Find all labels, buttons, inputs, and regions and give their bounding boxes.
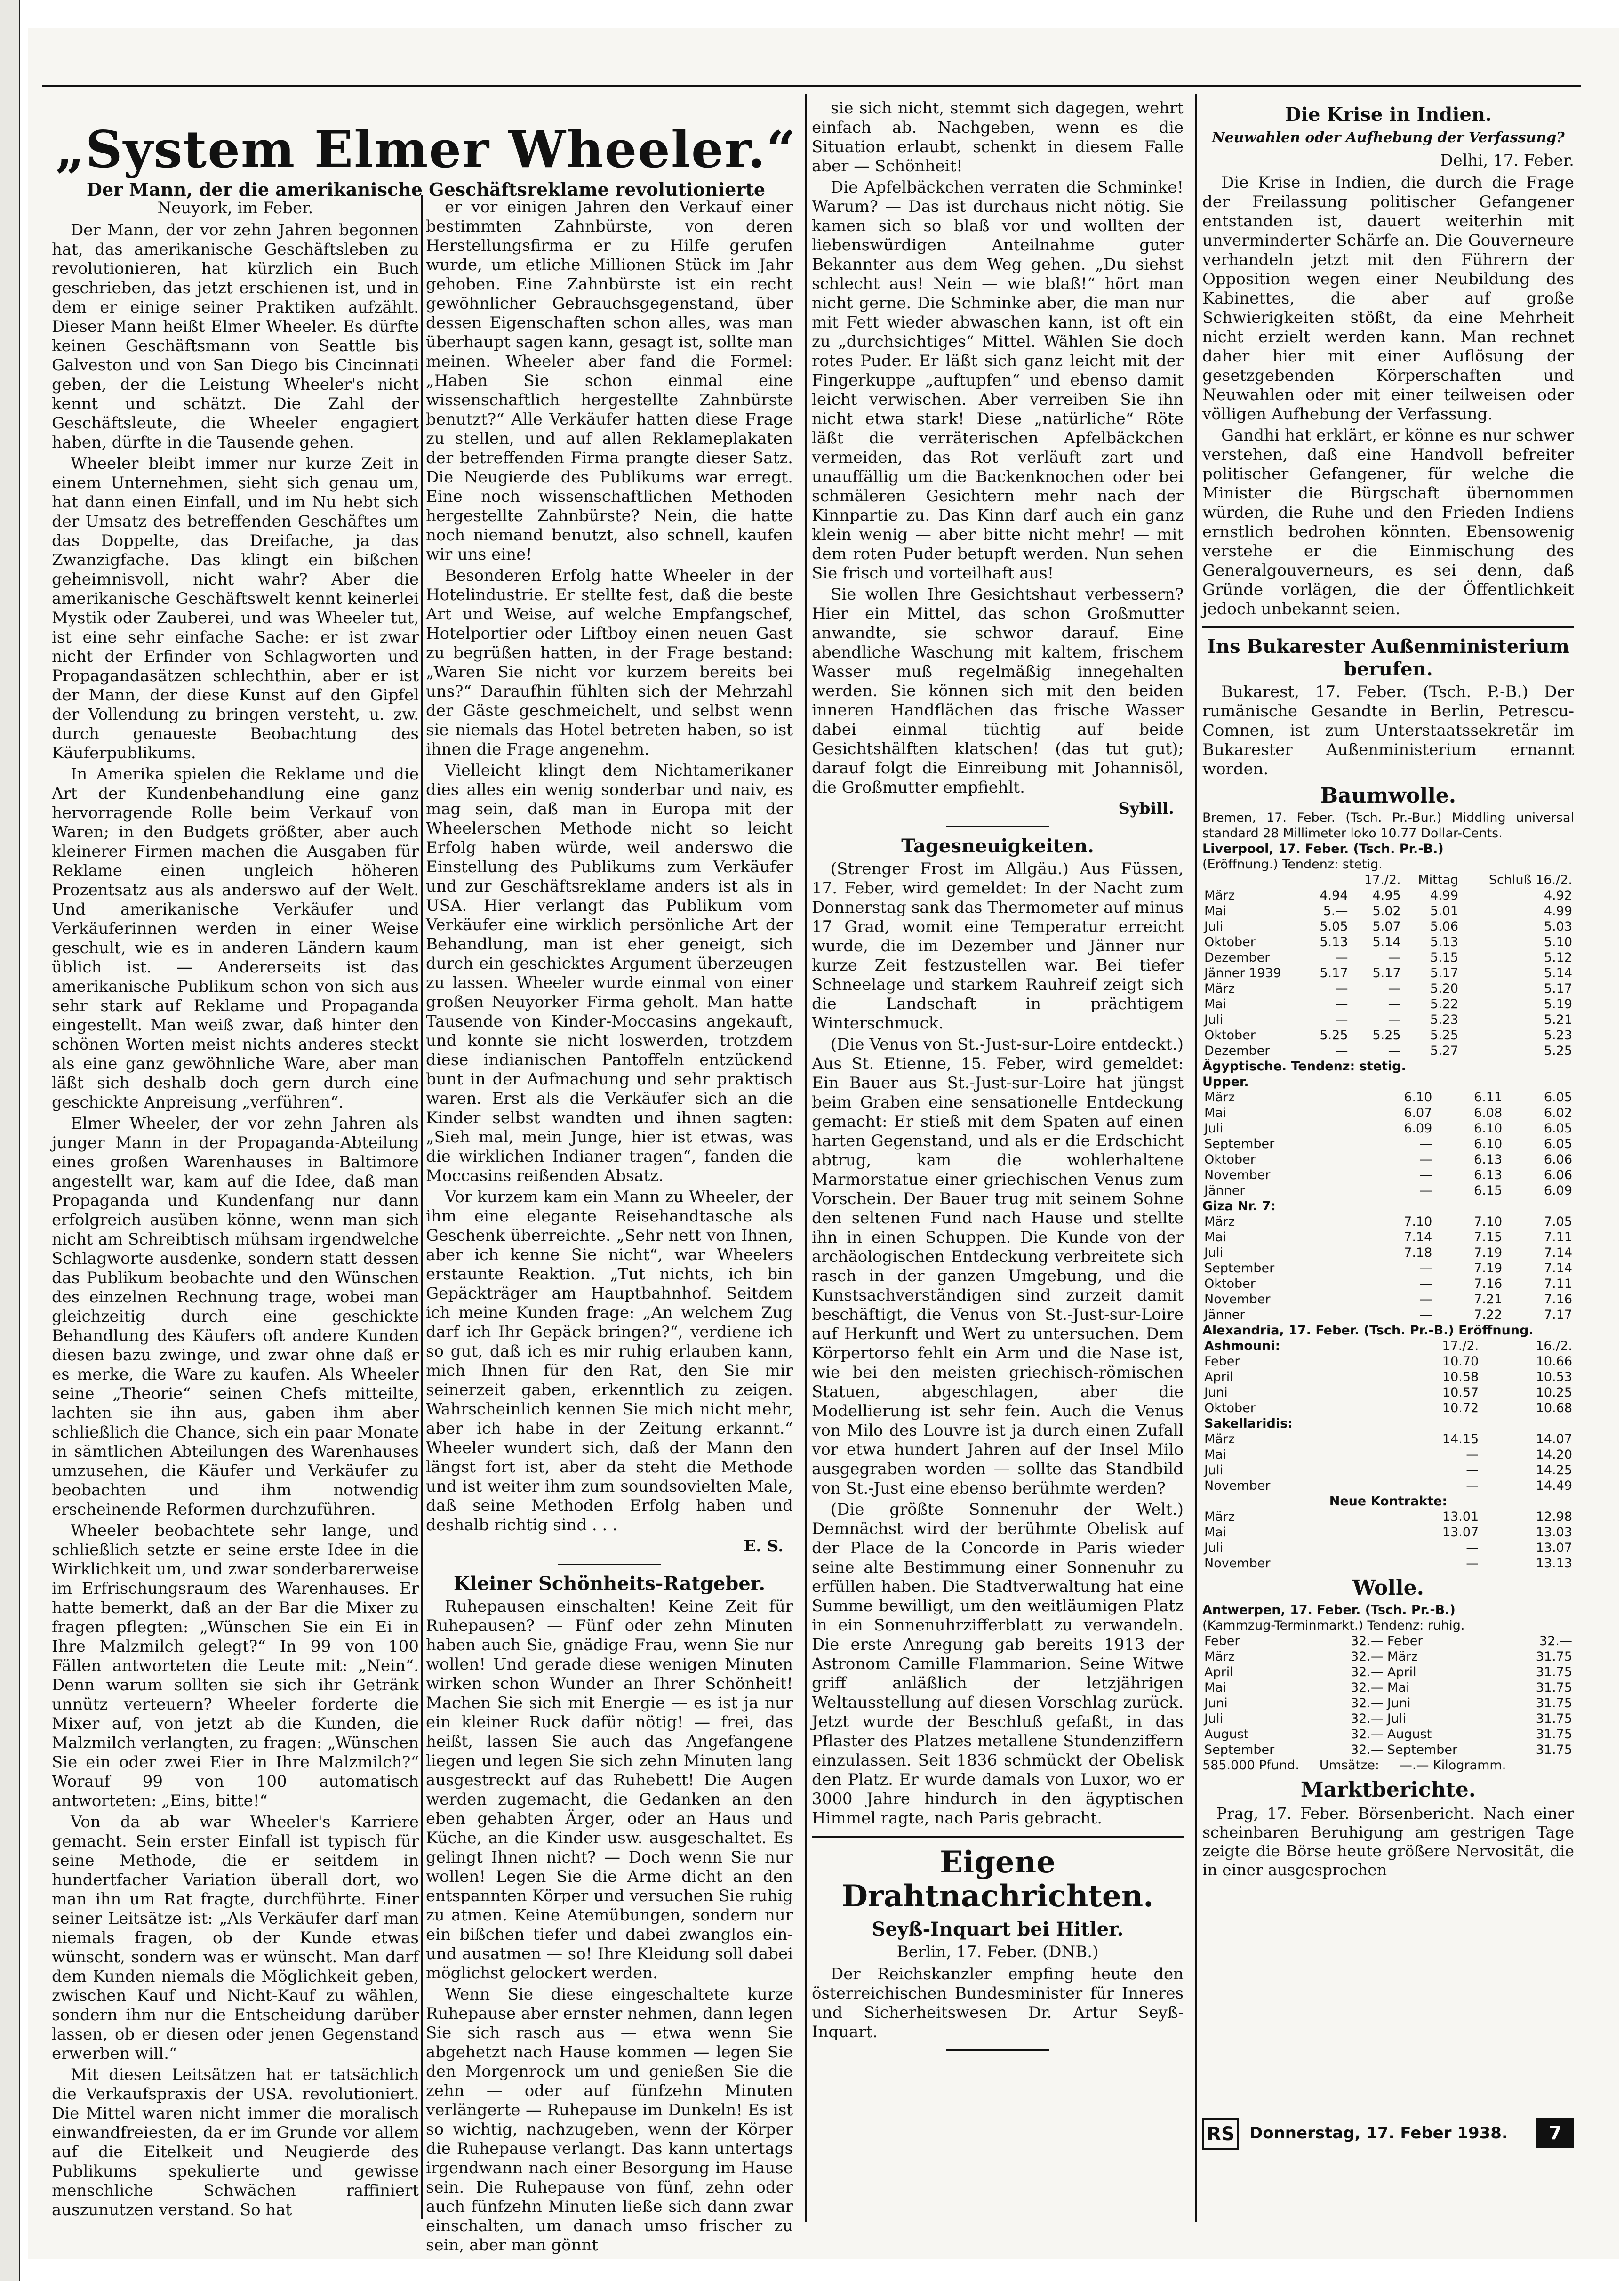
wire-subheading: Seyß-Inquart bei Hitler. (872, 1918, 1124, 1940)
section-heading-markets: Marktberichte. (1300, 1778, 1476, 1802)
section-heading-beauty: Kleiner Schönheits-Ratgeber. (453, 1573, 766, 1595)
upper-table (1202, 1090, 1574, 1198)
table-row: März 6.10 6.11 6.05 (1204, 1090, 1572, 1105)
market-note: Upper. (1202, 1075, 1249, 1089)
india-subheading: Neuwahlen oder Aufhebung der Verfassung? (1212, 129, 1565, 146)
left-page-edge (0, 0, 20, 2281)
column-rule-3 (805, 94, 807, 2222)
separator (1202, 626, 1574, 628)
column-rule-2 (421, 195, 423, 2219)
table-row: März 4.94 4.95 4.99 4.92 (1204, 888, 1572, 903)
table-row: November — 6.13 6.06 (1204, 1168, 1572, 1182)
market-note: Antwerpen, 17. Feber. (Tsch. Pr.-B.) (1202, 1603, 1456, 1617)
section-heading-wool: Wolle. (1352, 1576, 1424, 1600)
newspaper-logo: RS (1202, 2118, 1239, 2150)
table-row: April 32.— April 31.75 (1204, 1665, 1572, 1679)
table-row: Mai — 14.20 (1204, 1447, 1572, 1462)
paragraph: Wenn Sie diese eingeschaltete kurze Ruhepause aber ernster nehmen, dann legen Sie sich rasch aus — etwa wenn Sie abgehetzt nach Hause kommen — legen Sie den Morgenrock um und genießen Sie die zehn — oder auf fünfzehn Minuten verlängerte — Ruhepause im Dunkeln! Es ist so wichtig, nachzugeben, wenn der Körper die Ruhepause verlangt. Das kann untertags irgendwann nach einer Besorgung im Hause sein. Die Ruhepause von fünf, zehn oder auch fünfzehn Minuten ließe sich dann zwar einschalten, um danach umso frischer zu sein, aber man gönnt (426, 1985, 793, 2255)
table-row: Mai 5.— 5.02 5.01 4.99 (1204, 904, 1572, 918)
section-heading-news: Tagesneuigkeiten. (901, 835, 1094, 857)
article-headline: „System Elmer Wheeler.“ (55, 120, 797, 179)
table-row: März — — 5.20 5.17 (1204, 981, 1572, 996)
table-row: September 32.— September 31.75 (1204, 1743, 1572, 1757)
wool-table (1202, 1633, 1574, 1758)
column-rule-top (42, 85, 1581, 87)
market-section (1202, 784, 1574, 1879)
market-note: 585.000 Pfund. Umsätze: —.— Kilogramm. (1202, 1758, 1506, 1773)
wire-text: Der Reichskanzler empfing heute den österreichischen Bundesminister für Inneres und Sicherheitswesen Dr. Artur Seyß-Inquart. (812, 1965, 1184, 2041)
separator (558, 1564, 661, 1565)
paragraph: Elmer Wheeler, der vor zehn Jahren als junger Mann in der Propaganda-Abteilung eines großen Warenhauses in Baltimore angestellt war, kam auf die Idee, daß man Propaganda und Kundenfang nur dann erfolgreich ausüben könne, wenn man sich nicht am Schreibtisch mühsam irgendwelche Schlagworte ausdenke, sondern statt dessen das Publikum beobachte und den Wünschen des einzelnen Rechnung trage, wobei man gleichzeitig durch eine geschickte Behandlung des Käufers oft andere Kunden diesen bazu zwinge, und zwar ohne daß er es merke, die Ware zu kaufen. Als Wheeler seine „Theorie“ seinen Chefs mitteilte, lachten sie ihn aus, gaben ihm aber schließlich die Chance, sich ein paar Monate in sämtlichen Abteilungen des Warenhauses umzusehen, die Käufer und Verkäufer zu beobachten und ihm notwendig erscheinende Reformen durchzuführen. (52, 1114, 419, 1519)
table-row: März 13.01 12.98 (1204, 1510, 1572, 1524)
table-row: November — 7.21 7.16 (1204, 1292, 1572, 1307)
paragraph: Wheeler bleibt immer nur kurze Zeit in einem Unternehmen, sieht sich genau um, hat dann einen Einfall, und im Nu hebt sich der Umsatz des betreffenden Geschäftes um das Doppelte, das Dreifache, ja das Zwanzigfache. Das klingt ein bißchen geheimnisvoll, nicht wahr? Aber die amerikanische Geschäftswelt kennt keinerlei Mystik oder Zauberei, und was Wheeler tut, ist eine sehr einfache Sache: er ist zwar nicht der Erfinder von Schlagworten und Propagandasätzen schlechthin, aber er ist der Mann, der diese Kunst auf den Gipfel der Vollendung zu bringen versteht, u. zw. durch genaueste Beobachtung des Käuferpublikums. (52, 454, 419, 763)
liverpool-table: 17./2. Mittag Schluß 16./2. März 4.94 4.95 4.99 4.92 Mai 5.— 5.02 5.01 4.99 Juli 5.05 5.07 5.06 5.03 Oktober 5.13 5.14 5.13 5.10 Dezember — — 5.15 5.12 Jänner 1939 5.17 5.17 5.17 5.14 März — — 5.20 5.17 Mai — — 5.22 5.19 Juli — — 5.23 5.21 Oktober 5.25 5.25 5.25 5.23 Dezember — — 5.27 5.25 (1202, 872, 1574, 1059)
table-row: Jänner — 7.22 7.17 (1204, 1308, 1572, 1322)
table-row: Mai 13.07 13.03 (1204, 1525, 1572, 1540)
alexandria-table: Ashmouni: 17./2. 16./2. Feber 10.70 10.66 April 10.58 10.53 Juni 10.57 10.25 Oktober 10.72 10.68 Sakellaridis: März 14.15 14.07 Mai — 14.20 Juli — 14.25 November — 14.49 Neue Kontrakte: März 13.01 12.98 Mai 13.07 13.03 Juli — 13.07 November — 13.13 (1202, 1338, 1574, 1571)
paragraph: Vielleicht klingt dem Nichtamerikaner dies alles ein wenig sonderbar und naiv, es mag sein, daß man in Europa mit der Wheelerschen Methode nicht so leicht Erfolg haben würde, weil anderswo die Einstellung des Publikums zum Verkäufer und zur Geschäftsreklame anders ist als in USA. Hier verlangt das Publikum vom Verkäufer eine wirklich persönliche Art der Behandlung, man ist eher geneigt, sich durch ein geschicktes Argument überzeugen zu lassen. Wheeler wurde einmal von einer großen Neuyorker Firma geholt. Man hatte Tausende von Kinder-Moccasins angekauft, und konnte sie nicht loswerden, trotzdem diese indianischen Pantoffeln entzückend bunt in der Aufmachung und sehr praktisch waren. Erst als die Verkäufer sich an die Kinder selbst wandten und ihnen sagten: „Sieh mal, mein Junge, hier ist etwas, was die wirklichen Indianer tragen“, fanden die Moccasins reißenden Absatz. (426, 761, 793, 1185)
table-row: Juli — 13.07 (1204, 1541, 1572, 1555)
paragraph: Bukarest, 17. Feber. (Tsch. P.-B.) Der rumänische Gesandte in Berlin, Petrescu-Comnen, ist zum Unterstaatssekretär im Bukarester Außenministerium ernannt worden. (1202, 683, 1574, 779)
table-row: Juli 7.18 7.19 7.14 (1204, 1245, 1572, 1260)
news-item: (Strenger Frost im Allgäu.) Aus Füssen, 17. Feber, wird gemeldet: In der Nacht zum Donnerstag sank das Thermometer auf minus 17 Grad, womit eine Temperatur erreicht wurde, die im Dezember und Jänner nur kurze Zeit festzustellen war. Bei tiefer Schneelage und starkem Rauhreif zeigt sich die Landschaft in prächtigem Winterschmuck. (812, 859, 1184, 1033)
table-row: Dezember — — 5.15 5.12 (1204, 950, 1572, 965)
table-row: Dezember — — 5.27 5.25 (1204, 1044, 1572, 1058)
column-rule-4 (1195, 94, 1197, 2222)
table-row: Mai 7.14 7.15 7.11 (1204, 1230, 1572, 1245)
paragraph: In Amerika spielen die Reklame und die Art der Kundenbehandlung eine ganz hervorragende Rolle beim Verkauf von Waren; in den Budgets größter, aber auch kleinerer Firmen machen die Ausgaben für Reklame einen ungleich höheren Prozentsatz aus als anderswo auf der Welt. Und amerikanische Verkäufer und Verkäuferinnen werden in einer Weise geschult, wie es in anderen Ländern kaum üblich ist. — Andererseits ist das amerikanische Publikum schon von sich aus sehr stark auf Reklame und Propaganda eingestellt. Man weiß zwar, daß hinter den schönen Worten meist nichts anderes steckt als eine ganz gewöhnliche Ware, aber man läßt sich deshalb doch gern durch eine geschickte Anpreisung „verführen“. (52, 765, 419, 1112)
table-row: März 32.— März 31.75 (1204, 1649, 1572, 1664)
table-row: Juni 32.— Juni 31.75 (1204, 1696, 1572, 1711)
table-row: Juli — 14.25 (1204, 1463, 1572, 1478)
table-row: Jänner 1939 5.17 5.17 5.17 5.14 (1204, 966, 1572, 980)
dateline: Neuyork, im Feber. (157, 199, 313, 217)
market-note: Liverpool, 17. Feber. (Tsch. Pr.-B.) (1202, 842, 1444, 856)
paragraph: Von da ab war Wheeler's Karriere gemacht. Sein erster Einfall ist typisch für seine Methode, die er seitdem in hundertfacher Variation überall dort, wo man ihn um Rat fragte, durchführte. Einer seiner Leitsätze ist: „Als Verkäufer darf man niemals fragen, ob der Kunde etwas wünscht, sondern was er wünscht. Man darf dem Kunden niemals die Möglichkeit geben, zwischen Kauf und Nicht-Kauf zu wählen, sondern ihm nur die Entscheidung darüber lassen, ob er diesen oder jenen Gegenstand erwerben will.“ (52, 1813, 419, 2063)
table-row: Feber 10.70 10.66 (1204, 1354, 1572, 1369)
table-row: Oktober — 6.13 6.06 (1204, 1152, 1572, 1167)
paragraph: Gandhi hat erklärt, er könne es nur schwer verstehen, daß eine Handvoll befreiter politischer Gefangener, für welche die Minister die Bürgschaft übernommen würden, die Ruhe und den Frieden Indiens ernstlich bedrohen könnten. Ebensowenig verstehe er die Einmischung des Generalgouverneurs, es sei denn, daß Gründe vorlägen, die der Öffentlichkeit jedoch unbekannt seien. (1202, 426, 1574, 618)
paragraph: Wheeler beobachtete sehr lange, und schließlich setzte er seine erste Idee in die Wirklichkeit um, und zwar sonderbarerweise im Erfrischungsraum des Warenhauses. Er hatte bemerkt, daß an der Bar die Mixer zu fragen pflegten: „Wünschen Sie ein Ei in Ihre Malzmilch gelegt?“ In 99 von 100 Fällen antworteten die Leute mit: „Nein“. Denn warum sollten sie sich ihr Getränk unnütz verteuern? Wheeler forderte die Mixer auf, von jetzt ab die Kunden, die Malzmilch verlangten, zu fragen: „Wünschen Sie ein oder zwei Eier in Ihre Malzmilch?“ Worauf 99 von 100 automatisch antworteten: „Eins, bitte!“ (52, 1521, 419, 1810)
table-row: Oktober 10.72 10.68 (1204, 1401, 1572, 1415)
author-signature: Sybill. (1118, 799, 1174, 818)
separator (946, 826, 1049, 827)
article-subheadline: Der Mann, der die amerikanische Geschäftsreklame revolutionierte (86, 179, 766, 200)
table-row: September — 7.19 7.14 (1204, 1261, 1572, 1276)
column-2 (426, 198, 793, 2255)
news-item: (Die Venus von St.-Just-sur-Loire entdeckt.) Aus St. Etienne, 15. Feber, wird gemeldet: Ein Bauer aus St.-Just-sur-Loire hat jüngst beim Graben eine sensationelle Entdeckung gemacht: Er stieß mit dem Spaten auf einen harten Gegenstand, und als er die Erdschicht abtrug, kam die wohlerhaltene Marmorstatue einer griechischen Venus zum Vorschein. Der Bauer trug mit seinem Sohne den seltenen Fund nach Hause und stellte ihn in einen Schuppen. Die Kunde von der archäologischen Entdeckung verbreitete sich rasch in der ganzen Umgebung, und die Kunstsachverständigen sind zurzeit damit beschäftigt, die Venus von St.-Just-sur-Loire auf Herkunft und Wert zu untersuchen. Dem Körpertorso fehlt ein Arm und die Nase ist, wie bei den meisten griechisch-römischen Statuen, abgeschlagen, aber die Modellierung ist sehr fein. Auch die Venus von Milo des Louvre ist ja durch einen Zufall vor etwa hundert Jahren auf der Insel Milo ausgegraben worden — sollte das Standbild von St.-Just eine ebenso berühmte werden? (812, 1035, 1184, 1498)
separator (946, 2049, 1049, 2051)
author-initials: E. S. (744, 1537, 784, 1556)
column-1 (52, 198, 419, 2222)
table-row: Oktober — 7.16 7.11 (1204, 1277, 1572, 1291)
market-note: Ägyptische. Tendenz: stetig. (1202, 1059, 1406, 1074)
paragraph: er vor einigen Jahren den Verkauf einer bestimmten Zahnbürste, von deren Herstellungsfirma er zu Hilfe gerufen wurde, um etliche Millionen Stück im Jahr gehoben. Eine Zahnbürste ist ein recht gewöhnlicher Gebrauchsgegenstand, über dessen Eigenschaften schon alles, was man überhaupt sagen kann, gesagt ist, sollte man meinen. Wheeler aber fand die Formel: „Haben Sie schon einmal eine wissenschaftlich hergestellte Zahnbürste benutzt?“ Alle Verkäufer hatten diese Frage zu stellen, und auf allen Reklameplakaten der betreffenden Firma prangte dieser Satz. Die Neugierde des Publikums war erregt. Eine noch wissenschaftlichen Methoden hergestellte Zahnbürste? Nein, die hatte noch niemand benutzt, also schnell, kaufen wir uns eine! (426, 198, 793, 564)
paragraph: Der Mann, der vor zehn Jahren begonnen hat, das amerikanische Geschäftsleben zu revolutionieren, hat kürzlich ein Buch geschrieben, das jetzt erschienen ist, und in dem er einige seiner Praktiken aufzählt. Dieser Mann heißt Elmer Wheeler. Es dürfte keinen Geschäftsmann von Seattle bis Galveston und von San Diego bis Cincinnati geben, der die Leistung Wheeler's nicht kennt und schätzt. Die Zahl der Geschäftsleute, die Wheeler engagiert haben, dürfte in die Tausende gehen. (52, 221, 419, 452)
paragraph: Besonderen Erfolg hatte Wheeler in der Hotelindustrie. Er stellte fest, daß die beste Art und Weise, auf welche Empfangschef, Hotelportier oder Liftboy einen neuen Gast zu begrüßen hatten, in der Frage bestand: „Waren Sie nicht vor kurzem bereits bei uns?“ Daraufhin fühlten sich der Mehrzahl der Gäste geschmeichelt, und selbst wenn sie niemals das Hotel betreten haben, so ist ihnen die Frage angenehm. (426, 566, 793, 759)
wire-dateline: Berlin, 17. Feber. (DNB.) (896, 1943, 1099, 1961)
market-note: Giza Nr. 7: (1202, 1199, 1276, 1213)
paragraph: Vor kurzem kam ein Mann zu Wheeler, der ihm eine elegante Reisehandtasche als Geschenk überreichte. „Sehr nett von Ihnen, aber ich kenne Sie nicht“, war Wheelers erstaunte Reaktion. „Tut nichts, ich bin Gepäckträger am Hauptbahnhof. Seitdem ich meine Kunden frage: „An welchem Zug darf ich Ihr Gepäck bringen?“, verdiene ich so gut, daß ich es mir ruhig erlauben kann, mich Ihnen für den Rat, den Sie mir seinerzeit gaben, erkenntlich zu zeigen. Wahrscheinlich kennen Sie mich nicht mehr, aber ich habe in der Zeitung erkannt.“ Wheeler wundert sich, daß der Mann den längst fort ist, aber da steht die Methode und ist weiter ihm zum soundsovielten Male, daß seine Methoden Erfolg haben und deshalb richtig sind . . . (426, 1188, 793, 1534)
table-row: Oktober 5.25 5.25 5.25 5.23 (1204, 1028, 1572, 1043)
paragraph: Die Krise in Indien, die durch die Frage der Freilassung politischer Gefangener entstanden ist, dauert weiterhin mit unverminderter Schärfe an. Die Gouverneure verhandeln jetzt mit den Führern der Opposition wegen einer Neubildung des Kabinettes, die aber auf große Schwierigkeiten stößt, da eine Mehrheit nicht erzielt werden kann. Man rechnet daher hier mit einer Auflösung der gesetzgebenden Körperschaften und Neuwahlen oder mit einer teilweisen oder völligen Aufhebung der Verfassung. (1202, 173, 1574, 424)
table-row: Juli 32.— Juli 31.75 (1204, 1711, 1572, 1726)
table-row: März 14.15 14.07 (1204, 1432, 1572, 1446)
table-row: Feber 32.— Feber 32.— (1204, 1634, 1572, 1648)
table-row: August 32.— August 31.75 (1204, 1727, 1572, 1742)
section-heading-bukarest: Ins Bukarester Außenministerium berufen. (1207, 635, 1569, 680)
table-row: April 10.58 10.53 (1204, 1370, 1572, 1384)
section-heading-cotton: Baumwolle. (1320, 784, 1456, 808)
paragraph: Sie wollen Ihre Gesichtshaut verbessern? Hier ein Mittel, das schon Großmutter anwandte, sie schwor darauf. Eine abendliche Waschung mit kaltem, frischem Wasser muß regelmäßig innegehalten werden. Sie können sich mit den beiden inneren Handflächen das frische Wasser dabei einmal tüchtig auf beide Gesichtshälften klatschen! (das tut gut); darauf folgt die Einreibung mit Johannisöl, die Großmutter empfiehlt. (812, 585, 1184, 797)
table-row: Juni 10.57 10.25 (1204, 1385, 1572, 1400)
paragraph: Mit diesen Leitsätzen hat er tatsächlich die Verkaufspraxis der USA. revolutioniert. Die Mittel waren nicht immer die moralisch einwandfreiesten, da er im Grunde vor allem auf die Eitelkeit und Neugierde des Publikums spekulierte und gewisse menschliche Schwächen raffiniert auszunutzen verstand. So hat (52, 2065, 419, 2219)
table-row: Mai — — 5.22 5.19 (1204, 997, 1572, 1012)
separator (812, 1836, 1184, 1838)
section-heading-india: Die Krise in Indien. (1285, 104, 1492, 126)
paragraph: Die Apfelbäckchen verraten die Schminke! Warum? — Das ist durchaus nicht nötig. Sie kamen sich so blaß vor und wollten der liebenswürdigen Anteilnahme guter Bekannter aus dem Weg gehen. „Du siehst schlecht aus! Nein — wie blaß!“ hört man nicht gerne. Die Schminke aber, die man nur mit Fett wieder abwaschen kann, ist oft ein zu „durchsichtiges“ Mittel. Wählen Sie doch rotes Puder. Er läßt sich ganz leicht mit der Fingerkuppe „auftupfen“ und ebenso damit leicht verwischen. Aber verreiben Sie ihn nicht etwa stark! Diese „natürliche“ Röte läßt die verräterischen Apfelbäckchen vermeiden, das Rot verläuft zart und unauffällig um die Backenknochen oder bei schmäleren Gesichtern mehr nach der Kinnpartie zu. Das Kinn darf auch ein ganz klein wenig — aber bitte nicht mehr! — mit dem roten Puder betupft werden. Nun sehen Sie frisch und vorteilhaft aus! (812, 178, 1184, 583)
table-row: Juli — — 5.23 5.21 (1204, 1012, 1572, 1027)
table-row: Mai 32.— Mai 31.75 (1204, 1680, 1572, 1695)
page-footer (1202, 2118, 1574, 2151)
section-heading-wire: Eigene Drahtnachrichten. (841, 1845, 1154, 1914)
market-note: (Eröffnung.) Tendenz: stetig. (1202, 857, 1383, 872)
table-row: März 7.10 7.10 7.05 (1204, 1214, 1572, 1229)
market-note: Bremen, 17. Feber. (Tsch. Pr.-Bur.) Middling universal standard 28 Millimeter loko 10.77 Dollar-Cents. (1202, 811, 1574, 841)
table-row: Oktober 5.13 5.14 5.13 5.10 (1204, 935, 1572, 949)
column-3 (812, 99, 1184, 2123)
issue-date: Donnerstag, 17. Feber 1938. (1249, 2124, 1508, 2143)
paragraph: Ruhepausen einschalten! Keine Zeit für Ruhepausen? — Fünf oder zehn Minuten haben auch Sie, gnädige Frau, wenn Sie nur wollen! Und gerade diese wenigen Minuten wirken schon Wunder an Ihrer Schönheit! Machen Sie sich mit Energie — es ist ja nur ein kleiner Ruck dafür nötig! — frei, das heißt, lassen Sie auch das Angefangene liegen und legen Sie sich zehn Minuten lang ausgestreckt auf das Ruhebett! Die Augen werden zugemacht, die Gedanken an den eben gehabten Ärger, oder an Haus und Küche, an die Kinder usw. ausgeschaltet. Es gelingt Ihnen nicht? — Doch wenn Sie nur wollen! Legen Sie die Arme dicht an den entspannten Körper und versuchen Sie ruhig zu atmen. Keine Atemübungen, sondern nur ein bißchen tiefer und dabei zwanglos ein- und ausatmen — so! Ihre Kleidung soll dabei möglichst gelockert werden. (426, 1597, 793, 1983)
giza-table (1202, 1214, 1574, 1323)
table-row: Juli 6.09 6.10 6.05 (1204, 1121, 1572, 1136)
table-row: November — 13.13 (1204, 1556, 1572, 1571)
table-row: September — 6.10 6.05 (1204, 1137, 1572, 1151)
table-row: November — 14.49 (1204, 1478, 1572, 1493)
paragraph: sie sich nicht, stemmt sich dagegen, wehrt einfach ab. Nachgeben, wenn es die Situation erlaubt, schenkt in diesem Falle aber — Schönheit! (812, 99, 1184, 176)
india-dateline: Delhi, 17. Feber. (1440, 151, 1574, 170)
page-number: 7 (1536, 2118, 1574, 2148)
table-row: Jänner — 6.15 6.09 (1204, 1183, 1572, 1198)
market-note: (Kammzug-Terminmarkt.) Tendenz: ruhig. (1202, 1618, 1465, 1633)
news-item: (Die größte Sonnenuhr der Welt.) Demnächst wird der berühmte Obelisk auf der Place de la Concorde in Paris wieder seine alte Bestimmung einer Sonnenuhr zu erfüllen haben. Die Stadtverwaltung hat eine Summe bewilligt, um den weitläumigen Platz in ein Sonnenuhrzifferblatt zu verwandeln. Die erste Anregung gab bereits 1913 der Astronom Camille Flammarion. Seine Witwe griff anläßlich der letzjährigen Weltausstellung auf diesen Vorschlag zurück. Jetzt wurde der Beschluß gefaßt, in das Pflaster des Platzes metallene Stundenziffern einzulassen. Seit 1836 schmückt der Obelisk den Platz. Er wurde damals von Luxor, wo er 3000 Jahre hindurch in den ägyptischen Himmel ragte, nach Paris gebracht. (812, 1500, 1184, 1828)
table-row: Juli 5.05 5.07 5.06 5.03 (1204, 919, 1572, 934)
table-row: Mai 6.07 6.08 6.02 (1204, 1106, 1572, 1120)
market-note: Prag, 17. Feber. Börsenbericht. Nach einer scheinbaren Beruhigung am gestrigen Tage zeigte die Börse heute größere Nervosität, die in einer ausgesprochen (1202, 1804, 1574, 1879)
column-4 (1202, 99, 1574, 2217)
market-note: Alexandria, 17. Feber. (Tsch. Pr.-B.) Eröffnung. (1202, 1323, 1534, 1338)
